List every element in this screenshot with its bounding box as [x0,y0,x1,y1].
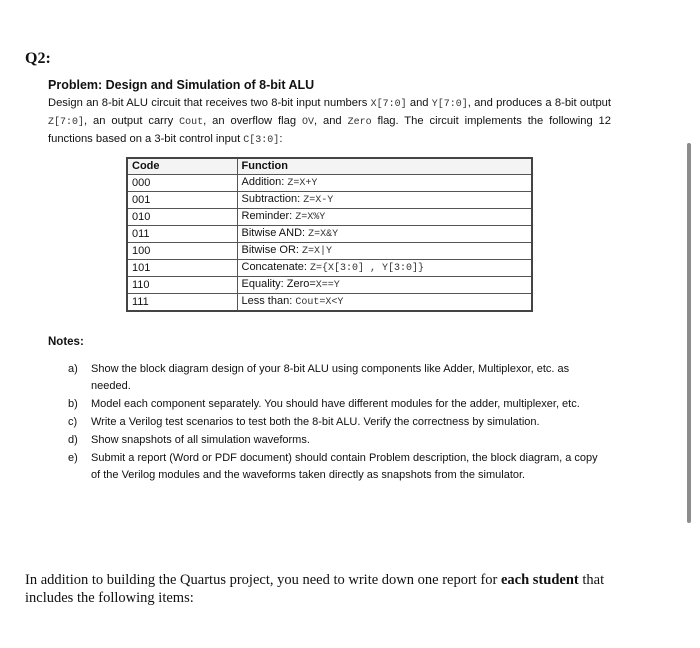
note-item [68,432,608,449]
table-row [127,175,532,192]
table-row [127,243,532,260]
desc-text: , an output carry [84,115,180,127]
desc-text: and [406,97,432,109]
desc-text: Design an 8-bit ALU circuit that receives two 8-bit input numbers [48,97,371,109]
desc-text: , an overflow flag [203,115,302,127]
code-x: X[7:0] [370,99,407,110]
function-expr: Z=X|Y [302,246,333,257]
note-letter: e) [68,452,78,464]
note-text: Model each component separately. You should have different modules for the adder, multiplexer, etc. [91,398,580,410]
note-item [68,414,608,431]
function-expr: Z=X+Y [287,178,318,189]
function-cell [237,277,532,294]
function-name: Equality: Zero= [241,278,316,290]
code-cell: 111 [127,294,237,312]
note-text: Write a Verilog test scenarios to test both the 8-bit ALU. Verify the correctness by simulation. [91,416,540,428]
function-cell [237,226,532,243]
function-expr: X==Y [315,280,340,291]
code-zero: Zero [347,117,372,128]
note-text: Submit a report (Word or PDF document) should contain Problem description, the block diagram, a copy of the Verilog modules and the waveforms taken directly as snapshots from the simulator. [91,452,598,481]
desc-text: , and produces a 8-bit output [467,97,611,109]
note-letter: d) [68,434,78,446]
table-row [127,192,532,209]
code-z: Z[7:0] [48,117,85,128]
function-name: Subtraction: [241,193,304,205]
code-cell: 100 [127,243,237,260]
table-row [127,226,532,243]
function-cell [237,294,532,312]
note-letter: b) [68,398,78,410]
footer-bold: each student [500,572,579,588]
function-expr: Z=X-Y [303,195,334,206]
function-cell [237,243,532,260]
function-cell [237,192,532,209]
note-item [68,450,608,484]
table-header-row [127,158,532,175]
function-cell [237,175,532,192]
note-item [68,361,608,395]
question-label: Q2: [25,50,51,67]
footer-paragraph [25,571,650,607]
desc-text: : [279,133,283,145]
table-row [127,209,532,226]
notes-label: Notes: [48,336,84,348]
function-name: Concatenate: [241,261,310,273]
note-text: Show snapshots of all simulation waveforms. [91,434,310,446]
function-name: Bitwise AND: [241,227,309,239]
table-row [127,294,532,312]
desc-text: flag. The circuit implements the following 12 functions based on a 3-bit control input [48,115,612,145]
function-name: Addition: [241,176,288,188]
header-code: Code [127,158,237,175]
header-function: Function [237,158,532,175]
function-name: Bitwise OR: [241,244,303,256]
table-row [127,260,532,277]
function-name: Less than: [241,295,296,307]
problem-title: Problem: Design and Simulation of 8-bit ALU [48,78,315,92]
function-expr: Z={X[3:0] , Y[3:0]} [310,263,425,274]
note-item [68,396,608,413]
code-y: Y[7:0] [431,99,468,110]
table-row [127,277,532,294]
function-cell [237,209,532,226]
note-letter: a) [68,363,78,375]
scrollbar[interactable] [687,143,691,523]
footer-text: In addition to building the Quartus project, you need to write down one report for [25,572,501,588]
code-cell: 110 [127,277,237,294]
function-table [126,157,533,312]
code-c: C[3:0] [243,135,280,146]
desc-text: , and [313,115,348,127]
table-body [127,175,532,312]
code-cell: 000 [127,175,237,192]
notes-list [68,361,608,485]
function-cell [237,260,532,277]
code-ov: OV [301,117,314,128]
code-cout: Cout [179,117,204,128]
code-cell: 010 [127,209,237,226]
note-text: Show the block diagram design of your 8-bit ALU using components like Adder, Multiplexor, etc. as needed. [91,363,570,392]
code-cell: 001 [127,192,237,209]
function-expr: Z=X&Y [308,229,339,240]
function-expr: Cout=X<Y [295,297,344,308]
code-cell: 011 [127,226,237,243]
code-cell: 101 [127,260,237,277]
function-name: Reminder: [241,210,296,222]
function-expr: Z=X%Y [295,212,326,223]
note-letter: c) [68,416,78,428]
problem-description [48,95,611,149]
footer-text: that includes the following items: [25,572,605,606]
